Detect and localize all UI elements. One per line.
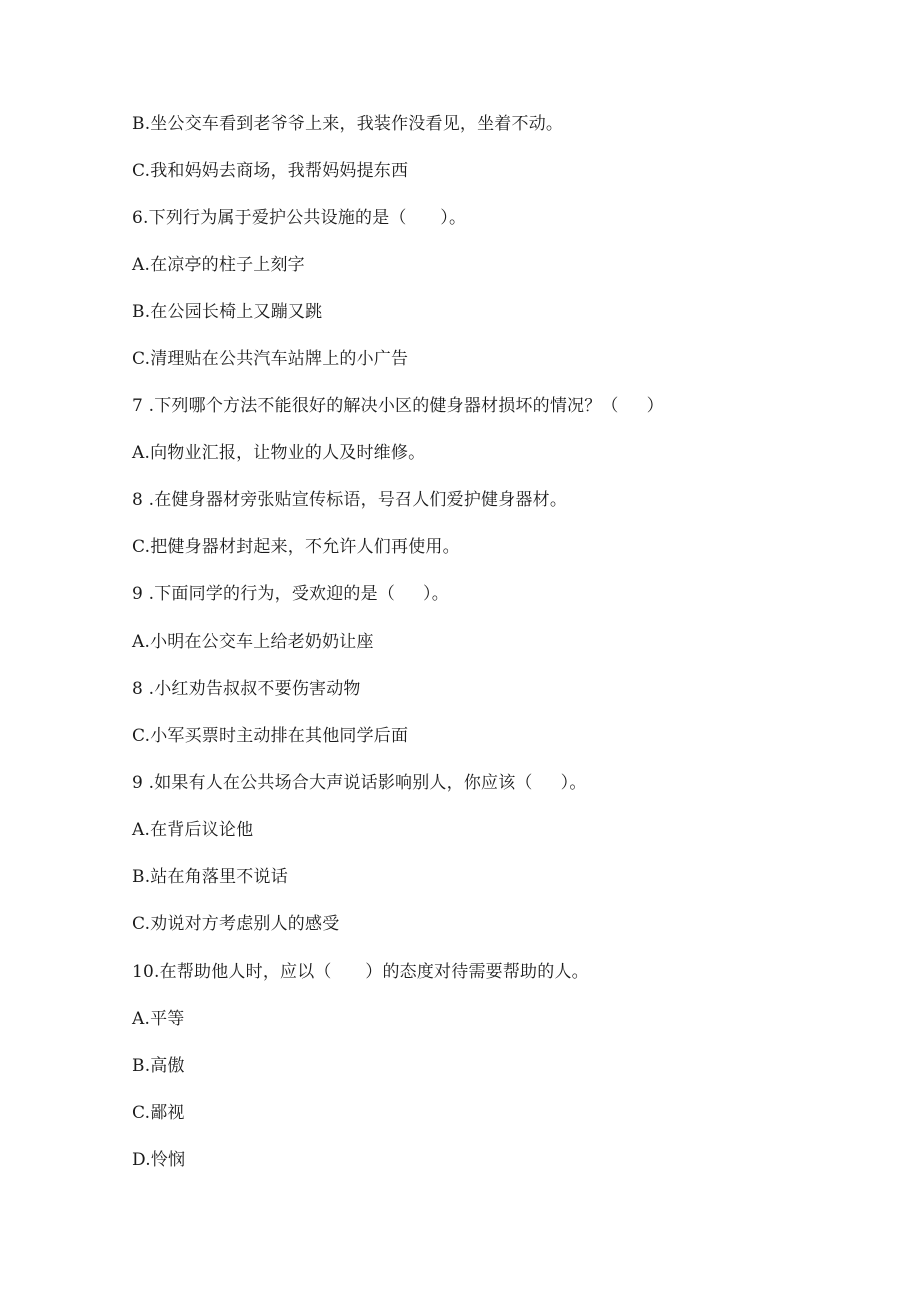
option-a-q9: A.在背后议论他 — [132, 820, 254, 840]
option-c-q8: C.小军买票时主动排在其他同学后面 — [132, 726, 409, 746]
option-b-q10: B.高傲 — [132, 1056, 185, 1076]
option-b-q7: 8 .在健身器材旁张贴宣传标语，号召人们爱护健身器材。 — [132, 490, 568, 510]
option-c-q6: C.清理贴在公共汽车站牌上的小广告 — [132, 349, 409, 369]
option-c-q7: C.把健身器材封起来，不允许人们再使用。 — [132, 537, 460, 557]
question-10: 10.在帮助他人时，应以（ ）的态度对待需要帮助的人。 — [132, 962, 589, 982]
option-b-q5: B.坐公交车看到老爷爷上来，我装作没看见，坐着不动。 — [132, 114, 564, 134]
option-c-q5: C.我和妈妈去商场，我帮妈妈提东西 — [132, 161, 409, 181]
option-c-q10: C.鄙视 — [132, 1103, 185, 1123]
option-a-q7: A.向物业汇报，让物业的人及时维修。 — [132, 443, 426, 463]
option-b-q8: 8 .小红劝告叔叔不要伤害动物 — [132, 679, 361, 699]
option-a-q6: A.在凉亭的柱子上刻字 — [132, 255, 305, 275]
option-b-q6: B.在公园长椅上又蹦又跳 — [132, 302, 323, 322]
question-7: 7 .下列哪个方法不能很好的解决小区的健身器材损坏的情况？（ ） — [132, 396, 664, 416]
option-c-q9: C.劝说对方考虑别人的感受 — [132, 914, 340, 934]
option-b-q9: B.站在角落里不说话 — [132, 867, 288, 887]
option-a-q8: A.小明在公交车上给老奶奶让座 — [132, 632, 374, 652]
question-6: 6.下列行为属于爱护公共设施的是（ ）。 — [132, 208, 467, 228]
question-8: 9 .下面同学的行为，受欢迎的是（ ）。 — [132, 584, 449, 604]
question-9: 9 .如果有人在公共场合大声说话影响别人，你应该（ ）。 — [132, 773, 587, 793]
option-a-q10: A.平等 — [132, 1009, 185, 1029]
option-d-q10: D.怜悯 — [132, 1150, 186, 1170]
